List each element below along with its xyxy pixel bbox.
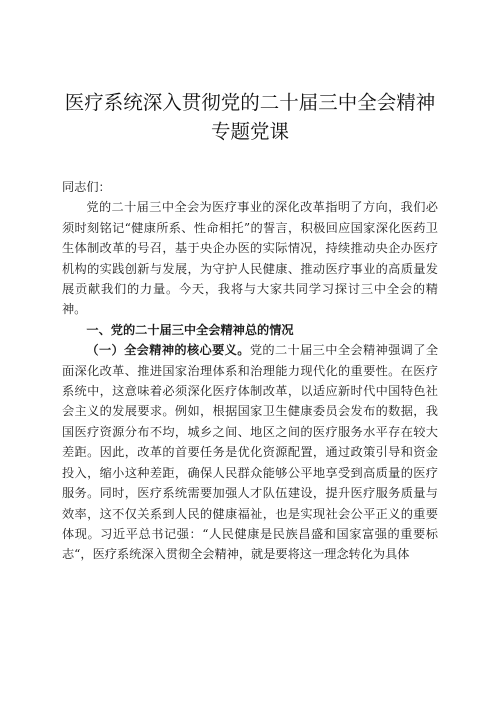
salutation: 同志们： xyxy=(62,180,111,194)
document-title: 医疗系统深入贯彻党的二十届三中全会精神专题党课 xyxy=(64,91,436,143)
intro-paragraph: 党的二十届三中全会为医疗事业的深化改革指明了方向，我们必须时刻铭记“健康所系、性命相托”的誓言，积极回应国家深化医药卫生体制改革的号召，基于央企办医的实际情况，持续推动央企办医疗机构的实践创新与发展，为守护人民健康、推动医疗事业的高质量发展贡献我们的力量。今天，我将与大家共同学习探讨三中全会的精神。 xyxy=(62,200,438,317)
section-1-heading: 一、党的二十届三中全会精神总的情况 xyxy=(86,322,294,337)
subsection-1-heading: （一）全会精神的核心要义。 xyxy=(86,343,250,358)
subsection-1-paragraph xyxy=(62,340,438,564)
subsection-1-text: 党的二十届三中全会精神强调了全面深化改革、推进国家治理体系和治理能力现代化的重要性。在医疗系统中，这意味着必须深化医疗体制改革，以适应新时代中国特色社会主义的发展要求。例如，根据国家卫生健康委员会发布的数据，我国医疗资源分布不均，城乡之间、地区之间的医疗服务水平存在较大差距。因此，改革的首要任务是优化资源配置，通过政策引导和资金投入，缩小这种差距，确保人民群众能够公平地享受到高质量的医疗服务。同时，医疗系统需要加强人才队伍建设，提升医疗服务质量与效率，这不仅关系到人民的健康福祉，也是实现社会公平正义的重要体现。习近平总书记强：“人民健康是民族昌盛和国家富强的重要标志“，医疗系统深入贯彻全会精神，就是要将这一理念转化为具体 xyxy=(62,343,439,562)
